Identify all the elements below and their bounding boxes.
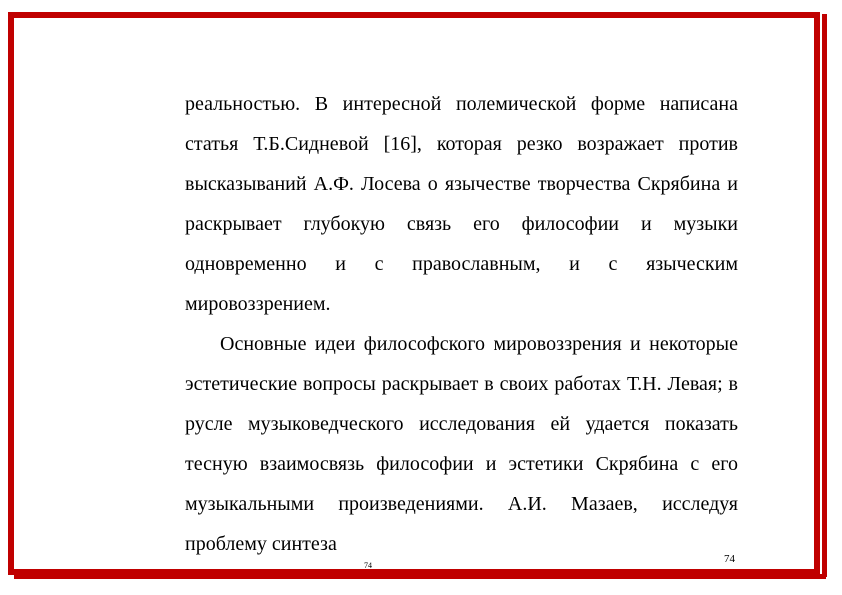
page-number: 74 <box>724 553 735 565</box>
frame-shadow-right <box>822 14 827 577</box>
page-number-small: 74 <box>364 561 372 570</box>
frame-shadow-bottom <box>14 574 826 579</box>
paragraph-2: Основные идеи философского мировоззрения и некоторые эстетические вопросы раскрывает в своих работах Т.Н. Левая; в русле музыковедческого исследования ей удается показать тесную взаимосвязь философии и эстетики Скрябина с его музыкальными произведениями. А.И. Мазаев, исследуя проблему синтеза <box>185 333 738 555</box>
body-text <box>185 84 738 564</box>
paragraph-1: реальностью. В интересной полемической форме написана статья Т.Б.Сидневой [16], которая резко возражает против высказываний А.Ф. Лосева о язычестве творчества Скрябина и раскрывает глубокую связь его философии и музыки одновременно и с православным, и с языческим мировоззрением. <box>185 93 738 315</box>
